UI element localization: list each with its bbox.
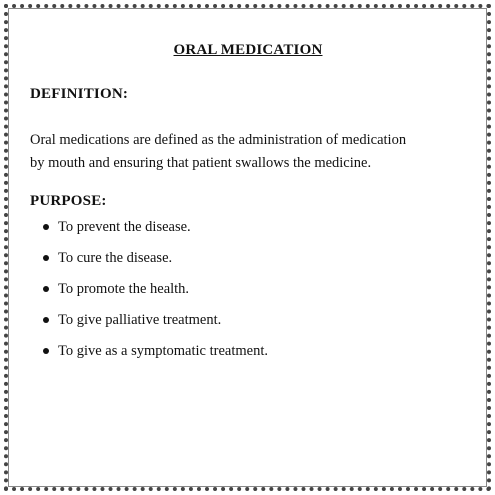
purpose-list — [30, 218, 268, 373]
list-item-text: To prevent the disease. — [58, 219, 191, 235]
bullet-icon — [43, 348, 49, 354]
definition-text — [30, 129, 470, 175]
definition-heading: DEFINITION: — [30, 86, 129, 102]
list-item — [30, 342, 268, 373]
definition-line: Oral medications are defined as the administration of medication — [30, 132, 407, 148]
list-item — [30, 280, 268, 311]
list-item — [30, 249, 268, 280]
document-title: ORAL MEDICATION — [173, 42, 323, 58]
bullet-icon — [43, 317, 49, 323]
list-item-text: To give as a symptomatic treatment. — [58, 343, 268, 359]
list-item — [30, 311, 268, 342]
bullet-icon — [43, 255, 49, 261]
bullet-icon — [43, 224, 49, 230]
list-item-text: To promote the health. — [58, 281, 190, 297]
definition-line: by mouth and ensuring that patient swallows the medicine. — [30, 155, 372, 171]
list-item-text: To cure the disease. — [58, 250, 173, 266]
bullet-icon — [43, 286, 49, 292]
list-item — [30, 218, 268, 249]
list-item-text: To give palliative treatment. — [58, 312, 222, 328]
purpose-heading: PURPOSE: — [30, 193, 107, 209]
